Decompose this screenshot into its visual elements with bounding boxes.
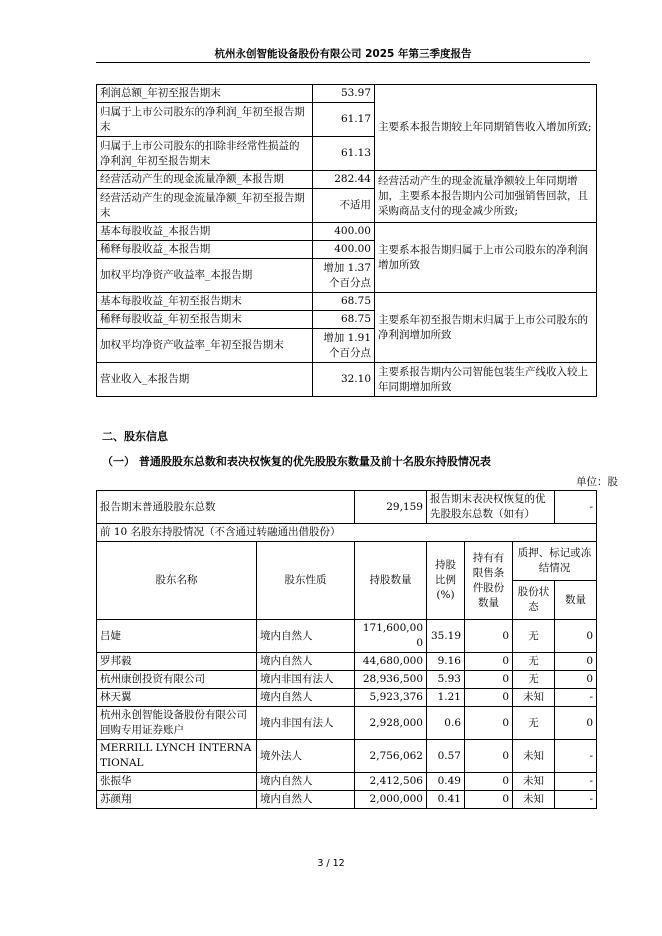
value-cell: 282.44 xyxy=(313,171,375,189)
holder-shares: 44,680,000 xyxy=(355,653,427,671)
item-cell: 归属于上市公司股东的净利润_年初至报告期末 xyxy=(97,103,313,137)
holder-qty: - xyxy=(555,773,597,791)
holder-status: 未知 xyxy=(513,773,555,791)
header-nature: 股东性质 xyxy=(257,542,355,620)
holder-shares: 2,756,062 xyxy=(355,740,427,773)
table-row xyxy=(97,620,597,653)
holder-status: 无 xyxy=(513,671,555,689)
holder-name: 林天翼 xyxy=(97,689,257,707)
reason-cell: 主要系报告期内公司智能包装生产线收入较上年同期增加所致 xyxy=(375,363,597,397)
holder-name: 杭州康创投资有限公司 xyxy=(97,671,257,689)
table-row xyxy=(97,171,597,189)
holder-name: 罗邦毅 xyxy=(97,653,257,671)
header-name: 股东名称 xyxy=(97,542,257,620)
item-cell: 基本每股收益_本报告期 xyxy=(97,223,313,241)
table-header-row xyxy=(97,542,597,581)
holder-qty: 0 xyxy=(555,620,597,653)
item-cell: 归属于上市公司股东的扣除非经常性损益的净利润_年初至报告期末 xyxy=(97,137,313,171)
value-cell: 不适用 xyxy=(313,189,375,223)
value-cell: 68.75 xyxy=(313,311,375,329)
holder-restricted: 0 xyxy=(465,689,513,707)
holder-status: 未知 xyxy=(513,791,555,809)
item-cell: 利润总额_年初至报告期末 xyxy=(97,85,313,103)
value-cell: 增加 1.37 个百分点 xyxy=(313,259,375,293)
holder-nature: 境内非国有法人 xyxy=(257,671,355,689)
holder-status: 无 xyxy=(513,653,555,671)
holder-qty: - xyxy=(555,689,597,707)
item-cell: 稀释每股收益_本报告期 xyxy=(97,241,313,259)
item-cell: 加权平均净资产收益率_年初至报告期末 xyxy=(97,329,313,363)
item-cell: 经营活动产生的现金流量净额_年初至报告期末 xyxy=(97,189,313,223)
table-row xyxy=(97,363,597,397)
holder-ratio: 35.19 xyxy=(427,620,465,653)
holder-name: 张振华 xyxy=(97,773,257,791)
holder-nature: 境内自然人 xyxy=(257,620,355,653)
reason-cell: 经营活动产生的现金流量净额较上年同期增加，主要系本报告期内公司加强销售回款，且采购商品支付的现金减少所致; xyxy=(375,171,597,223)
holder-name: 苏颜翔 xyxy=(97,791,257,809)
pref-holders-label: 报告期末表决权恢复的优先股股东总数（如有） xyxy=(427,491,555,524)
holder-status: 未知 xyxy=(513,689,555,707)
table-row xyxy=(97,85,597,103)
table-row xyxy=(97,740,597,773)
holder-name: 杭州永创智能设备股份有限公司回购专用证券账户 xyxy=(97,707,257,740)
holder-shares: 5,923,376 xyxy=(355,689,427,707)
holder-restricted: 0 xyxy=(465,773,513,791)
holder-status: 无 xyxy=(513,707,555,740)
holder-nature: 境内自然人 xyxy=(257,653,355,671)
header-qty: 数量 xyxy=(555,581,597,620)
holder-ratio: 5.93 xyxy=(427,671,465,689)
holder-name: 吕婕 xyxy=(97,620,257,653)
holder-shares: 171,600,000 xyxy=(355,620,427,653)
report-header-title: 杭州永创智能设备股份有限公司 2025 年第三季度报告 xyxy=(214,48,472,60)
header-ratio: 持股比例(%) xyxy=(427,542,465,620)
holder-status: 无 xyxy=(513,620,555,653)
reason-cell: 主要系本报告期较上年同期销售收入增加所致; xyxy=(375,85,597,171)
pref-holders-value: - xyxy=(555,491,597,524)
holder-ratio: 0.6 xyxy=(427,707,465,740)
value-cell: 32.10 xyxy=(313,363,375,397)
table-row xyxy=(97,524,597,542)
item-cell: 稀释每股收益_年初至报告期末 xyxy=(97,311,313,329)
reason-cell: 主要系本报告期归属于上市公司股东的净利润增加所致 xyxy=(375,223,597,293)
item-cell: 加权平均净资产收益率_本报告期 xyxy=(97,259,313,293)
table-row xyxy=(97,223,597,241)
holder-qty: 0 xyxy=(555,653,597,671)
value-cell: 53.97 xyxy=(313,85,375,103)
value-cell: 61.13 xyxy=(313,137,375,171)
total-holders-value: 29,159 xyxy=(355,491,427,524)
table-row xyxy=(97,773,597,791)
unit-label: 单位：股 xyxy=(576,476,618,488)
holder-ratio: 0.49 xyxy=(427,773,465,791)
holder-restricted: 0 xyxy=(465,791,513,809)
holder-restricted: 0 xyxy=(465,653,513,671)
holder-restricted: 0 xyxy=(465,671,513,689)
holder-ratio: 0.57 xyxy=(427,740,465,773)
holder-ratio: 0.41 xyxy=(427,791,465,809)
value-cell: 增加 1.91 个百分点 xyxy=(313,329,375,363)
holder-ratio: 9.16 xyxy=(427,653,465,671)
value-cell: 400.00 xyxy=(313,241,375,259)
table-row xyxy=(97,293,597,311)
value-cell: 400.00 xyxy=(313,223,375,241)
header-status: 股份状态 xyxy=(513,581,555,620)
holder-shares: 2,412,506 xyxy=(355,773,427,791)
table-row xyxy=(97,491,597,524)
subsection-title: （一） 普通股股东总数和表决权恢复的优先股股东数量及前十名股东持股情况表 xyxy=(102,455,491,468)
value-cell: 68.75 xyxy=(313,293,375,311)
holder-qty: 0 xyxy=(555,707,597,740)
table-row xyxy=(97,791,597,809)
holder-nature: 境外法人 xyxy=(257,740,355,773)
holder-nature: 境内自然人 xyxy=(257,773,355,791)
item-cell: 基本每股收益_年初至报告期末 xyxy=(97,293,313,311)
reason-cell: 主要系年初至报告期末归属于上市公司股东的净利润增加所致 xyxy=(375,293,597,363)
holder-qty: - xyxy=(555,740,597,773)
holder-nature: 境内自然人 xyxy=(257,791,355,809)
page-number: 3 / 12 xyxy=(317,858,345,869)
holder-qty: - xyxy=(555,791,597,809)
table-row xyxy=(97,689,597,707)
holder-name: MERRILL LYNCH INTERNATIONAL xyxy=(97,740,257,773)
section-title-shareholders: 二、股东信息 xyxy=(102,430,168,443)
item-cell: 经营活动产生的现金流量净额_本报告期 xyxy=(97,171,313,189)
item-cell: 营业收入_本报告期 xyxy=(97,363,313,397)
table-row xyxy=(97,653,597,671)
value-cell: 61.17 xyxy=(313,103,375,137)
top10-shareholders-table xyxy=(96,490,597,809)
holder-qty: 0 xyxy=(555,671,597,689)
table-row xyxy=(97,707,597,740)
holder-ratio: 1.21 xyxy=(427,689,465,707)
holder-restricted: 0 xyxy=(465,707,513,740)
holder-status: 未知 xyxy=(513,740,555,773)
holder-nature: 境内自然人 xyxy=(257,689,355,707)
financial-indicators-change-table xyxy=(96,84,597,397)
header-pledge: 质押、标记或冻结情况 xyxy=(513,542,597,581)
holder-nature: 境内非国有法人 xyxy=(257,707,355,740)
holder-shares: 2,000,000 xyxy=(355,791,427,809)
table-row xyxy=(97,671,597,689)
holder-shares: 2,928,000 xyxy=(355,707,427,740)
header-shares: 持股数量 xyxy=(355,542,427,620)
header-divider xyxy=(96,62,590,63)
holder-restricted: 0 xyxy=(465,620,513,653)
top10-caption: 前 10 名股东持股情况（不含通过转融通出借股份） xyxy=(97,524,597,542)
holder-restricted: 0 xyxy=(465,740,513,773)
total-holders-label: 报告期末普通股股东总数 xyxy=(97,491,355,524)
holder-shares: 28,936,500 xyxy=(355,671,427,689)
header-restricted: 持有有限售条件股份数量 xyxy=(465,542,513,620)
